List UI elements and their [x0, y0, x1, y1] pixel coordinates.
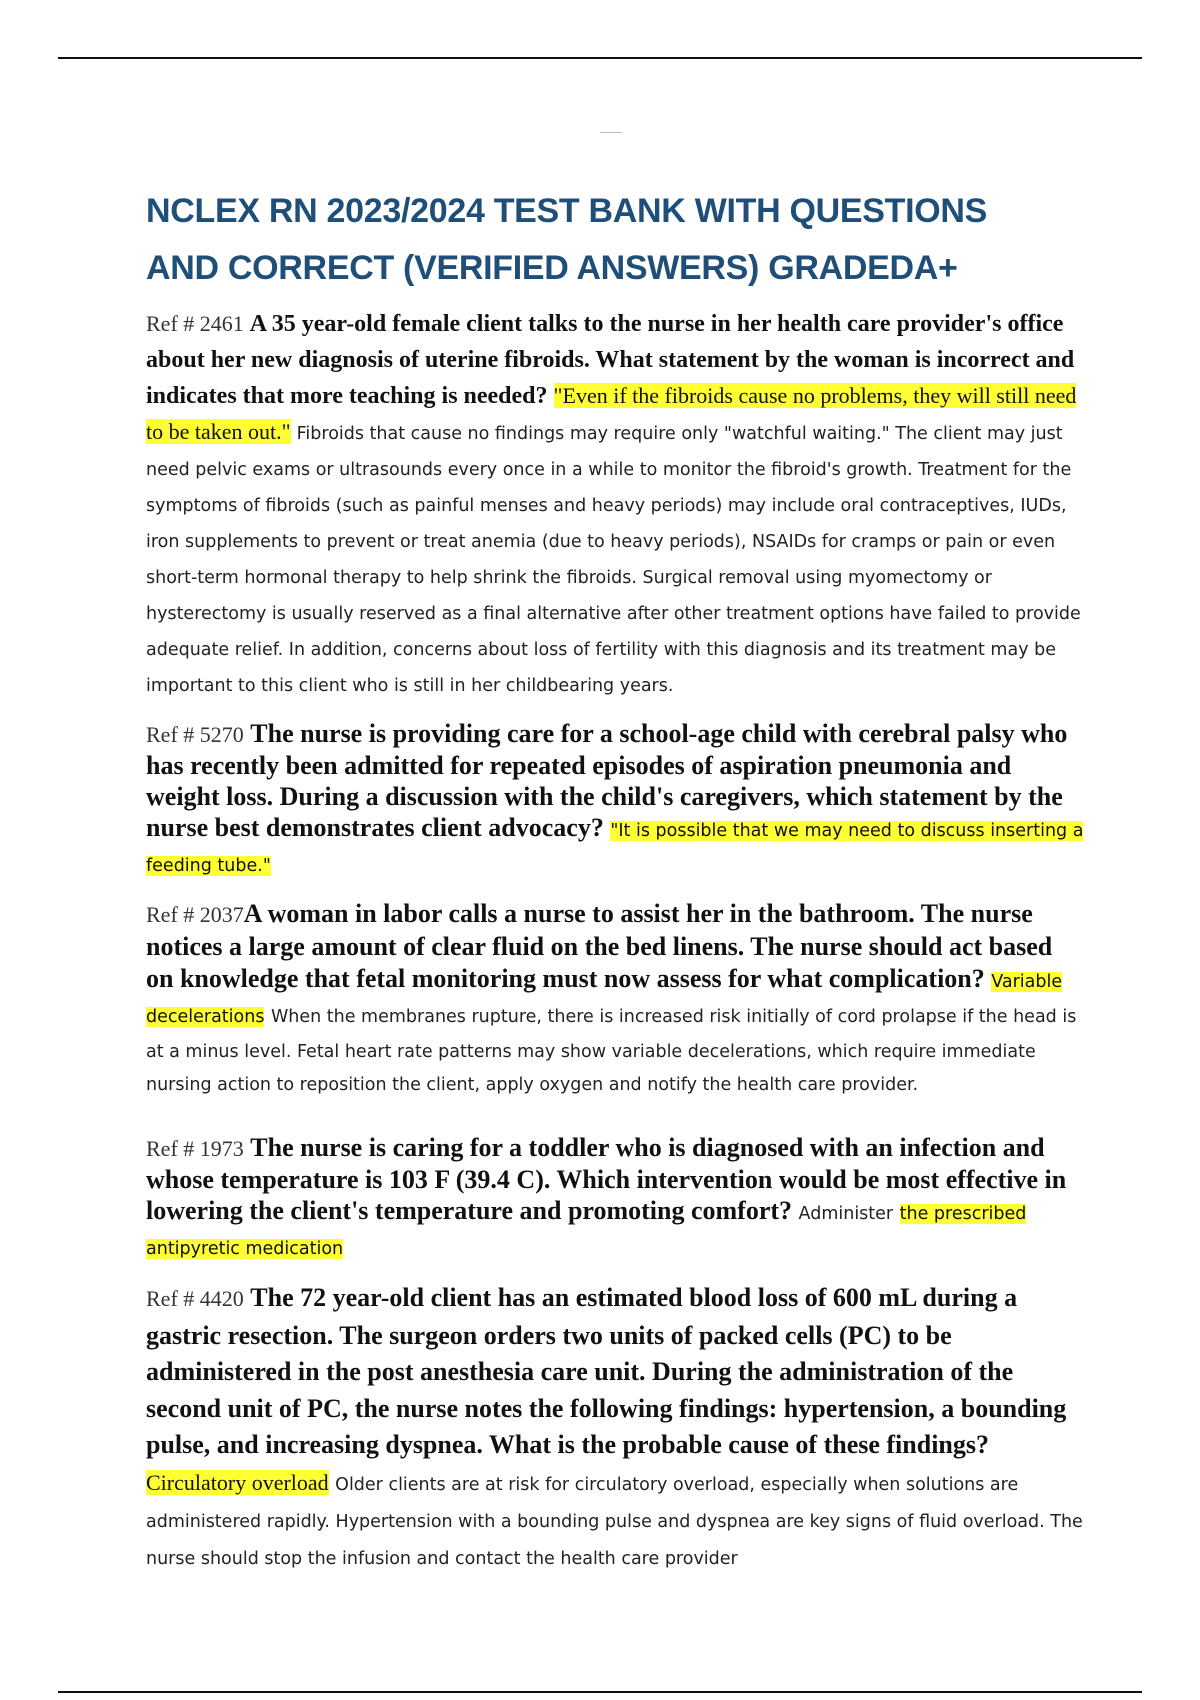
- question-ref: Ref # 2461: [146, 311, 244, 336]
- answer-highlight: Variable decelerations: [146, 972, 1063, 1027]
- header-mark: [600, 132, 622, 133]
- title-line-1: NCLEX RN 2023/2024 TEST BANK WITH QUESTIONS: [146, 192, 988, 230]
- document-title: [146, 183, 1086, 297]
- question-ref: Ref # 1973: [146, 1136, 244, 1161]
- answer-highlight: Circulatory overload: [146, 1469, 329, 1495]
- answer-highlight: the prescribed antipyretic medication: [146, 1204, 1027, 1259]
- question-ref: Ref # 5270: [146, 722, 244, 747]
- question-text: The nurse is caring for a toddler who is diagnosed with an infection and whose temperature is 103 F (39.4 C). Which intervention would be most effective in lowering the client's temperature and promoting comfort?: [146, 1133, 1067, 1225]
- top-rule: [58, 57, 1142, 59]
- question-text: A 35 year-old female client talks to the nurse in her health care provider's office about her new diagnosis of uterine fibroids. What statement by the woman is incorrect and indicates that more teaching is needed?: [146, 311, 1075, 409]
- question-block-2: [146, 718, 1086, 882]
- question-block-3: [146, 898, 1086, 1099]
- question-ref: Ref # 4420: [146, 1286, 244, 1311]
- answer-explanation: Older clients are at risk for circulatory overload, especially when solutions are administered rapidly. Hypertension with a bounding pulse and dyspnea are key signs of fluid overload. The nurse should stop the infusion and contact the health care provider: [146, 1474, 1083, 1569]
- answer-explanation: When the membranes rupture, there is increased risk initially of cord prolapse if the head is at a minus level. Fetal heart rate patterns may show variable decelerations, which require immediate nursing action to reposition the client, apply oxygen and notify the health care provider.: [146, 1007, 1077, 1095]
- question-text: The 72 year-old client has an estimated blood loss of 600 mL during a gastric resection. The surgeon orders two units of packed cells (PC) to be administered in the post anesthesia care unit. During the administration of the second unit of PC, the nurse notes the following findings: hypertension, a bounding pulse, and increasing dyspnea. What is the probable cause of these findings?: [146, 1283, 1067, 1459]
- question-block-1: [146, 306, 1086, 702]
- answer-highlight: "Even if the fibroids cause no problems, they will still need to be taken out.": [146, 383, 1077, 444]
- answer-highlight: "It is possible that we may need to discuss inserting a feeding tube.": [146, 821, 1084, 876]
- question-text: A woman in labor calls a nurse to assist her in the bathroom. The nurse notices a large amount of clear fluid on the bed linens. The nurse should act based on knowledge that fetal monitoring must now assess for what complication?: [146, 899, 1053, 993]
- question-text: The nurse is providing care for a school-age child with cerebral palsy who has recently been admitted for repeated episodes of aspiration pneumonia and weight loss. During a discussion with the child's caregivers, which statement by the nurse best demonstrates client advocacy?: [146, 719, 1068, 842]
- question-block-4: [146, 1132, 1086, 1265]
- bottom-rule: [58, 1691, 1142, 1693]
- question-ref: Ref # 2037: [146, 902, 244, 927]
- title-line-2: AND CORRECT (VERIFIED ANSWERS) GRADEDA+: [146, 249, 958, 287]
- answer-explanation: Fibroids that cause no findings may require only "watchful waiting." The client may just need pelvic exams or ultrasounds every once in a while to monitor the fibroid's growth. Treatment for the symptoms of fibroids (such as painful menses and heavy periods) may include oral contraceptives, IUDs, iron supplements to prevent or treat anemia (due to heavy periods), NSAIDs for cramps or pain or even short-term hormonal therapy to help shrink the fibroids. Surgical removal using myomectomy or hysterectomy is usually reserved as a final alternative after other treatment options have failed to provide adequate relief. In addition, concerns about loss of fertility with this diagnosis and its treatment may be important to this client who is still in her childbearing years.: [146, 424, 1081, 696]
- answer-prefix: Administer: [798, 1204, 894, 1224]
- question-block-5: [146, 1280, 1086, 1575]
